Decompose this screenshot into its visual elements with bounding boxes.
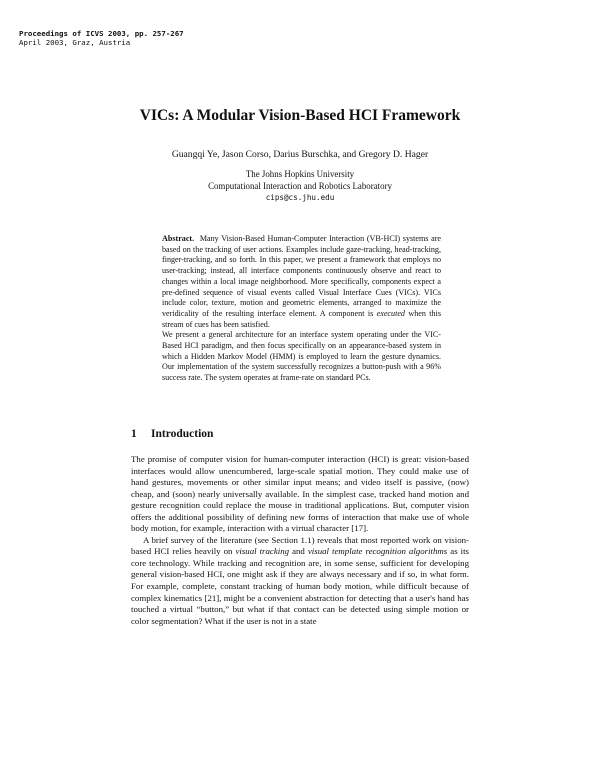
venue-date-line: April 2003, Graz, Austria xyxy=(19,38,131,47)
section-title: Introduction xyxy=(151,428,214,440)
introduction-body xyxy=(131,454,469,627)
proceedings-line: Proceedings of ICVS 2003, pp. 257-267 xyxy=(19,29,184,38)
author-list: Guangqi Ye, Jason Corso, Darius Burschka, and Gregory D. Hager xyxy=(171,149,429,160)
section-heading xyxy=(131,428,213,440)
abstract-text-1a: Many Vision-Based Human-Computer Interaction (VB-HCI) systems are based on the tracking of user actions. Examples include gaze-tracking, head-tracking, finger-tracking, and so forth. In this paper, we present a framework that employs no user-tracking; instead, all interface components continuously observe and react to changes within a local image neighborhood. More specifically, components expect a pre-defined sequence of visual events called Visual Interface Cues (VICs). VICs include color, texture, motion and geometric elements, arranged to maximize the veridicality of the resulting interface element. A component is xyxy=(162,234,441,318)
abstract-paragraph-2: We present a general architecture for an interface system operating under the VIC-Based HCI paradigm, and then focus specifically on an appearance-based system in which a Hidden Markov Model (HMM) is employed to learn the gesture dynamics. Our implementation of the system successfully recognizes a button-push with a 96% success rate. The system operates at frame-rate on standard PCs. xyxy=(162,330,441,383)
lab-name: Computational Interaction and Robotics Laboratory xyxy=(208,181,392,191)
intro-text-2c: as its core technology. While tracking and recognition are, in some sense, sufficient for developing general vision-based HCI, one might ask if they are always necessary and if so, in what form. For example, complete, constant tracking of human body motion, while difficult because of complex kinematics [21], might be a convenient abstraction for detecting that a user's hand has touched a virtual “button,” but what if that contact can be detected using simple motion or color segmentation? What if the user is not in a state xyxy=(131,546,469,626)
proceedings-header xyxy=(19,29,184,47)
abstract-label: Abstract. xyxy=(162,234,195,243)
intro-text-2b: and xyxy=(292,546,305,557)
abstract-emphasis: executed xyxy=(376,308,405,318)
intro-paragraph-2 xyxy=(131,535,469,627)
intro-emphasis-1: visual tracking xyxy=(235,546,290,557)
intro-text-2a: A brief survey of the literature (see Section 1.1) reveals that most reported work on vision-based HCI relies heavily on xyxy=(131,534,469,557)
intro-emphasis-2: visual template recognition algorithms xyxy=(307,546,448,557)
paper-title: VICs: A Modular Vision-Based HCI Framework xyxy=(139,107,461,124)
intro-paragraph-1: The promise of computer vision for human-computer interaction (HCI) is great: vision-based interfaces would allow unencumbered, large-scale spatial motion. They could make use of hand gestures, movements or other similar input means; and video itself is passive, (now) cheap, and (soon) nearly universally available. In the simplest case, tracked hand motion and gesture recognition could replace the mouse in traditional applications. But, computer vision offers the additional possibility of defining new forms of interaction that make use of whole body motion, for example, interaction with a virtual character [17]. xyxy=(131,454,469,534)
abstract xyxy=(162,234,441,384)
university-name: The Johns Hopkins University xyxy=(245,169,355,179)
abstract-paragraph-1 xyxy=(162,234,441,330)
contact-email: cips@cs.jhu.edu xyxy=(265,193,335,202)
section-number: 1 xyxy=(131,428,137,440)
affiliation-block xyxy=(0,168,600,204)
abstract-text-1b: when this stream of cues has been satisfied. xyxy=(162,308,441,329)
